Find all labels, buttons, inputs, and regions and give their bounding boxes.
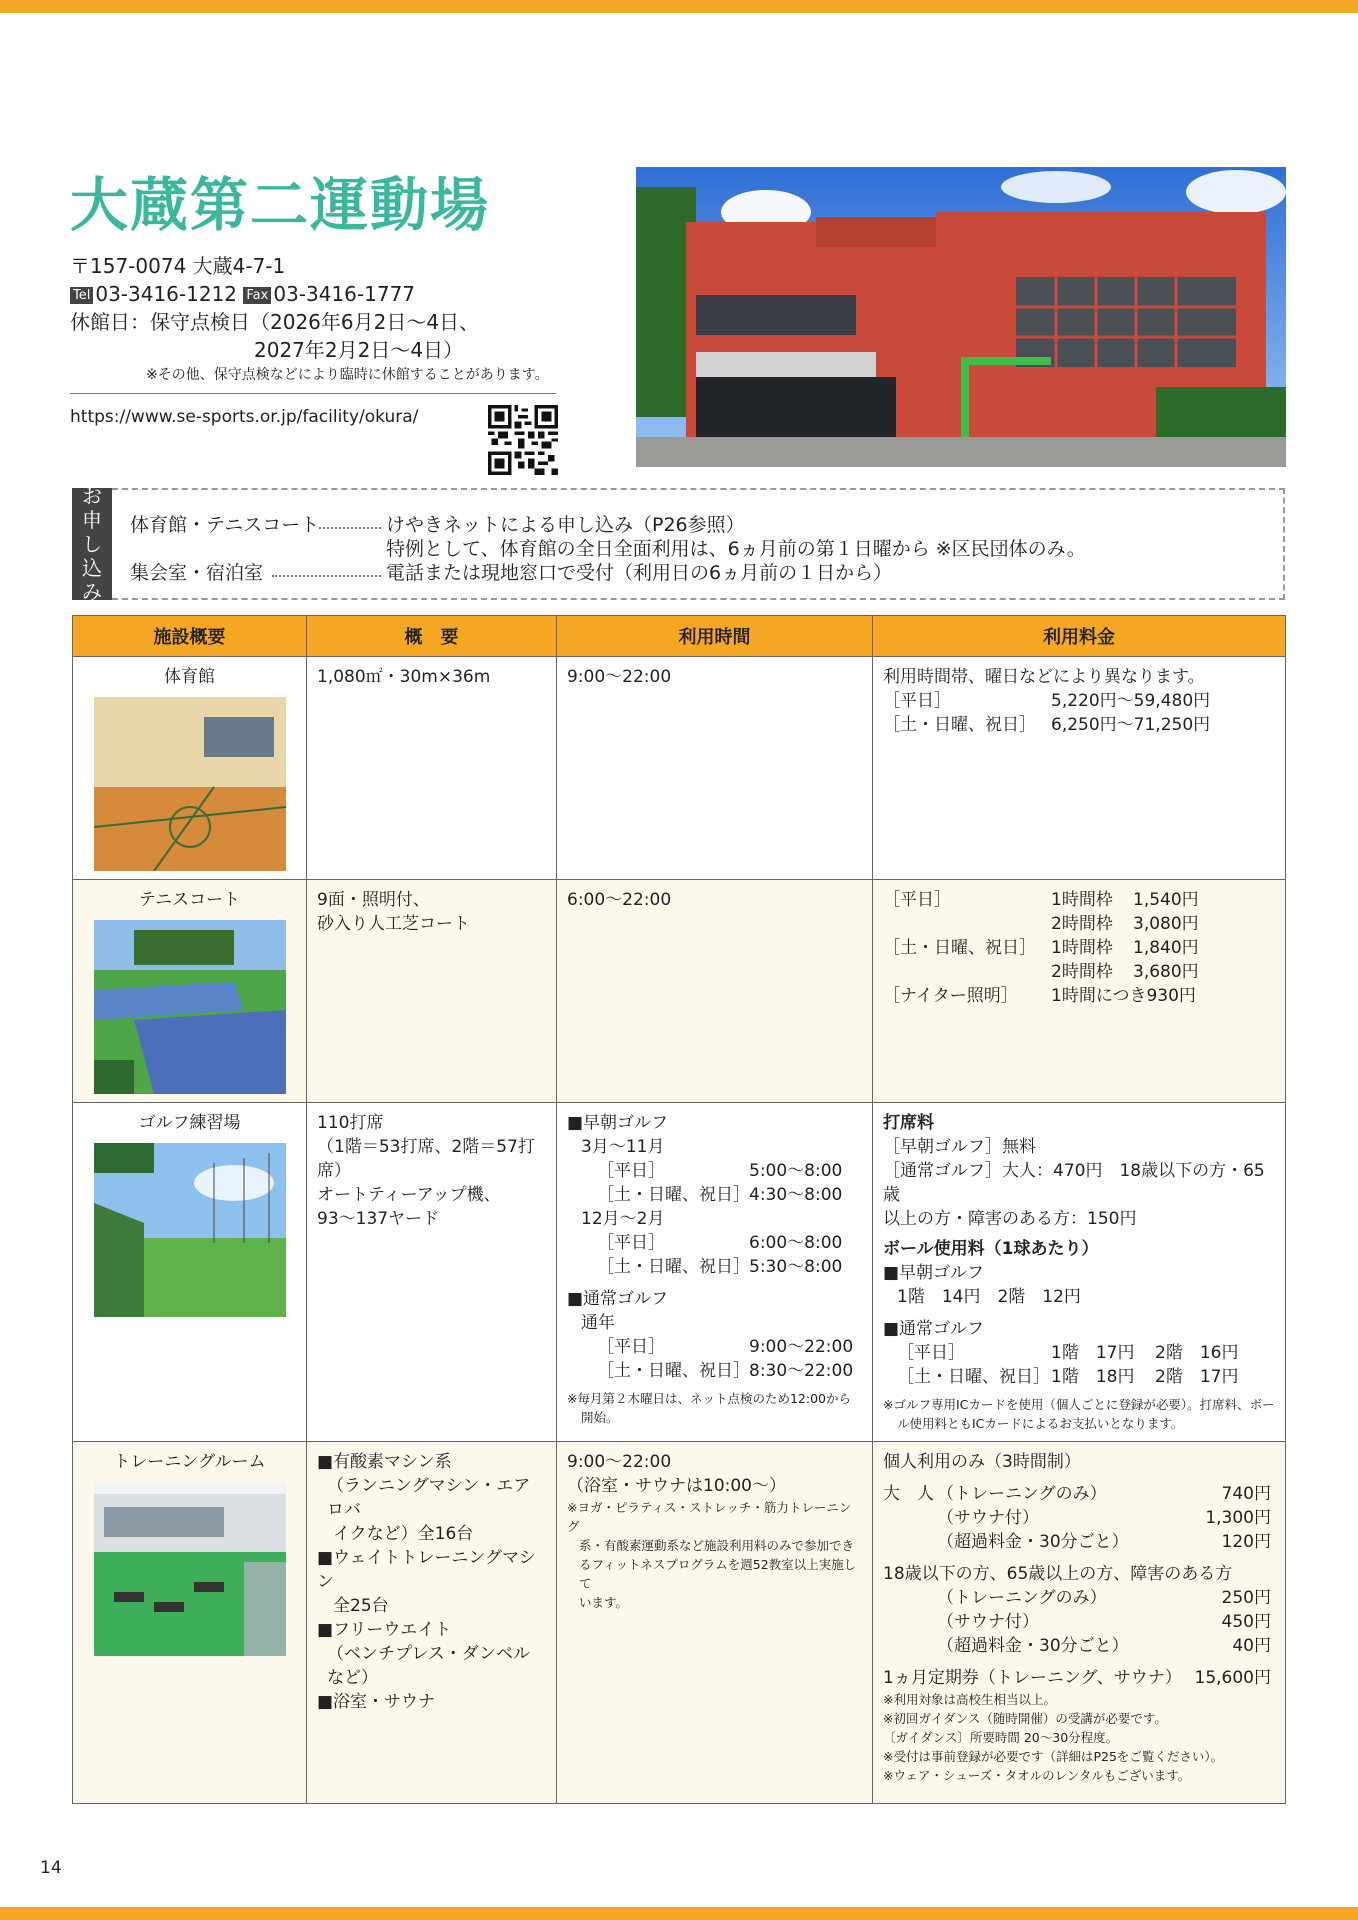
hours-row: ［平日］ 5:00～8:00 [597,1161,843,1181]
training-note-1: ※利用対象は高校生相当以上。 [883,1692,1056,1707]
bottom-accent-bar [0,1907,1358,1920]
table-row-tennis [73,880,1286,1103]
training-youth-title: 18歳以下の方、65歳以上の方、障害のある方 [883,1564,1233,1584]
facility-name: テニスコート [138,890,241,910]
address-block [70,252,570,386]
closed-note: ※その他、保守点検などにより臨時に休館することがあります。 [146,367,549,383]
closed-days-line1: 休館日：保守点検日（2026年6月2日～4日、 [70,310,480,334]
training-overview-8: ■浴室・サウナ [317,1692,436,1712]
training-hours-note-4: います。 [579,1595,629,1610]
facility-name: 体育館 [164,667,215,687]
training-fee-title: 個人利用のみ（3時間制） [883,1452,1081,1472]
divider [70,393,556,394]
hours-row: ［土・日曜、祝日］ 8:30～22:00 [597,1361,854,1381]
top-accent-bar [0,0,1358,13]
golf-hours-note-1: ※毎月第２木曜日は、ネット点検のため12:00から [567,1391,851,1406]
golf-fee-normal-2: 以上の方・障害のある方：150円 [883,1209,1137,1229]
page-number: 14 [40,1858,62,1878]
hours-row: ［土・日曜、祝日］ 5:30～8:00 [597,1257,843,1277]
hours-row: ［平日］ 9:00～22:00 [597,1337,854,1357]
golf-ball-title: ボール使用料（1球あたり） [883,1239,1099,1259]
golf-overview-4: 93～137ヤード [317,1209,440,1229]
header-fees: 利用料金 [873,616,1286,657]
fee-row: （超過料金・30分ごと） 40円 [937,1636,1271,1656]
golf-fee-note-2: ル使用料ともICカードによるお支払いとなります。 [897,1416,1184,1431]
golf-range-photo [94,1143,286,1317]
training-note-5: ※ウェア・シューズ・タオルのレンタルもございます。 [883,1768,1191,1783]
golf-overview-2: （1階＝53打席、2階＝57打席） [317,1137,535,1181]
postal-address: 〒157-0074 大蔵4-7-1 [70,254,286,278]
fee-row: 2時間枠 3,080円 [1051,914,1199,934]
golf-fee-early: ［早朝ゴルフ］無料 [883,1137,1036,1157]
facility-name: ゴルフ練習場 [138,1113,241,1133]
golf-fee-normal-1: ［通常ゴルフ］大人：470円 18歳以下の方・65歳 [883,1161,1265,1205]
hours-row: ［土・日曜、祝日］ 4:30～8:00 [597,1185,843,1205]
table-row-gym [73,657,1286,880]
golf-overview-3: オートティーアップ機、 [317,1185,501,1205]
tennis-overview-2: 砂入り人工芝コート [317,914,470,934]
golf-ball-early: 1階 14円 2階 12円 [897,1287,1081,1307]
ball-fee-row: ［土・日曜、祝日］ 1階 18円 2階 17円 [897,1367,1239,1387]
fax-tag: Fax [243,287,271,304]
facility-building-photo [636,167,1286,467]
training-hours-note-1: ※ヨガ・ピラティス・ストレッチ・筋力トレーニング [567,1500,852,1534]
training-hours-note-2: 系・有酸素運動系など施設利用料のみで参加でき [579,1538,855,1553]
application-tab: お申し込み [72,488,112,600]
training-overview-7: （ベンチプレス・ダンベルなど） [327,1644,530,1688]
header-overview: 概 要 [307,616,557,657]
training-hours: 9:00～22:00 [567,1452,672,1472]
golf-fee-note-1: ※ゴルフ専用ICカードを使用（個人ごとに登録が必要）。打席料、ボー [883,1397,1275,1412]
golf-early-period1: 3月～11月 [581,1137,665,1157]
golf-ball-normal-title: ■通常ゴルフ [883,1319,985,1339]
pass-row: 1ヵ月定期券（トレーニング、サウナ） 15,600円 [883,1668,1271,1688]
apply-value-rooms: 電話または現地窓口で受付（利用日の6ヵ月前の１日から） [386,562,893,584]
table-row-training [73,1442,1286,1804]
header-facility: 施設概要 [73,616,307,657]
training-hours-sub: （浴室・サウナは10:00～） [567,1476,786,1496]
tennis-hours: 6:00～22:00 [567,890,672,910]
table-row-golf [73,1103,1286,1442]
facility-name: トレーニングルーム [113,1452,266,1472]
qr-code-icon [488,405,558,475]
training-overview-6: ■フリーウエイト [317,1620,452,1640]
training-note-2: ※初回ガイダンス（随時開催）の受講が必要です。 [883,1711,1167,1726]
fee-row: （超過料金・30分ごと） 120円 [937,1532,1271,1552]
leader-dots [272,575,381,577]
gym-hours: 9:00～22:00 [567,667,672,687]
golf-overview-1: 110打席 [317,1113,384,1133]
tennis-court-photo [94,920,286,1094]
golf-normal-period: 通年 [581,1313,615,1333]
closed-days-line2: 2027年2月2日～4日） [254,338,464,362]
fee-row: ［土・日曜、祝日］ 6,250円～71,250円 [883,715,1211,735]
fee-row: ［土・日曜、祝日］ 1時間枠 1,840円 [883,938,1199,958]
golf-early-period2: 12月～2月 [581,1209,665,1229]
fee-row: ［平日］ 5,220円～59,480円 [883,691,1211,711]
fee-row: （トレーニングのみ） 250円 [937,1588,1271,1608]
contact-line [70,280,570,308]
fee-row: 2時間枠 3,680円 [1051,962,1199,982]
training-room-photo [94,1482,286,1656]
gym-photo [94,697,286,871]
golf-early-title: ■早朝ゴルフ [567,1113,669,1133]
training-overview-1: ■有酸素マシン系 [317,1452,452,1472]
training-overview-4: ■ウェイトトレーニングマシン [317,1548,537,1592]
fee-row: 大 人 （トレーニングのみ） 740円 [883,1484,1271,1504]
tel-number: 03-3416-1212 [95,282,238,306]
apply-label-gym-tennis: 体育館・テニスコート [130,514,320,536]
golf-ball-early-title: ■早朝ゴルフ [883,1263,985,1283]
fee-row: ［平日］ 1時間枠 1,540円 [883,890,1199,910]
facility-table [72,615,1286,1804]
hours-row: ［平日］ 6:00～8:00 [597,1233,843,1253]
training-overview-2: （ランニングマシン・エアロバ [327,1476,531,1520]
fee-row: （サウナ付） 1,300円 [937,1508,1271,1528]
apply-value-gym-tennis: けやきネットによる申し込み（P26参照） [386,514,745,536]
training-note-3: 〔ガイダンス〕所要時間 20～30分程度。 [883,1730,1119,1745]
tennis-overview-1: 9面・照明付、 [317,890,430,910]
fee-row: ［ナイター照明］ 1時間につき930円 [883,986,1196,1006]
fax-number: 03-3416-1777 [273,282,416,306]
header-hours: 利用時間 [557,616,873,657]
golf-fee-title: 打席料 [883,1113,934,1133]
golf-normal-title: ■通常ゴルフ [567,1289,669,1309]
tel-tag: Tel [70,287,93,304]
golf-hours-note-2: 開始。 [581,1410,619,1425]
facility-url-link[interactable]: https://www.se-sports.or.jp/facility/okura/ [70,407,419,427]
fee-row: （サウナ付） 450円 [937,1612,1271,1632]
application-box [72,484,1285,604]
apply-label-rooms: 集会室・宿泊室 [130,562,264,584]
training-overview-5: 全25台 [333,1596,389,1616]
apply-special-note: 特例として、体育館の全日全面利用は、6ヵ月前の第１日曜から ※区民団体のみ。 [386,538,1086,560]
leader-dots [319,527,381,529]
gym-overview: 1,080㎡・30m×36m [317,667,491,687]
training-hours-note-3: るフィットネスプログラムを週52教室以上実施して [579,1557,857,1591]
training-overview-3: イクなど）全16台 [333,1524,474,1544]
ball-fee-row: ［平日］ 1階 17円 2階 16円 [897,1343,1239,1363]
gym-fee-intro: 利用時間帯、曜日などにより異なります。 [883,667,1205,687]
table-header-row [73,616,1286,657]
training-note-4: ※受付は事前登録が必要です（詳細はP25をご覧ください）。 [883,1749,1224,1764]
page-title: 大蔵第二運動場 [70,171,491,239]
